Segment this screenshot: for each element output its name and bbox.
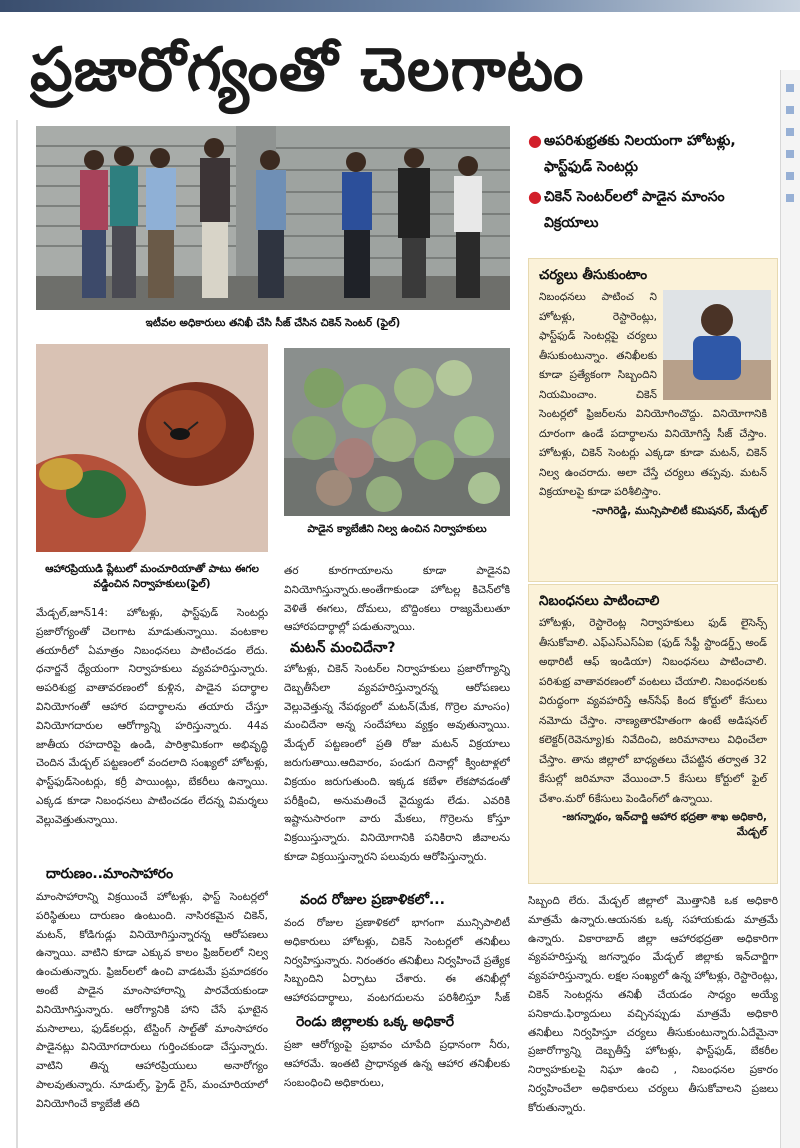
subheading-non-veg: దారుణం..మాంసాహారం	[46, 866, 174, 882]
bullet-dot-icon: ●	[528, 187, 542, 206]
article-column-2d: ప్రజా ఆరోగ్యంపై ప్రభావం చూపేది ప్రధానంగా నీరు, ఆహారమే. ఇంతటి ప్రాధాన్యత ఉన్న ఆహార తనిఖీలకు సంబంధించి అధికారులు,	[284, 1039, 510, 1089]
cabbage-photo	[284, 348, 510, 516]
officials-photo	[36, 126, 510, 310]
bullet-dot-icon: ●	[528, 131, 542, 150]
food-plate-photo	[36, 344, 268, 552]
page-margin-rule	[16, 120, 18, 1148]
adjacent-page-strip	[780, 70, 800, 1148]
commissioner-quote-box	[528, 258, 778, 582]
top-color-bar	[0, 0, 800, 12]
subheading-one-officer: రెండు జిల్లాలకు ఒక్క అధికారే	[296, 1014, 455, 1030]
article-column-2a: తర కూరగాయాలను కూడా పాడైనవి వినియోగిస్తున్నారు.అంతేగాకుండా హోటల్ల కిచెన్‌లోకి వెళితే ఈగలు, దోమలు, బొద్దింకలు రాజ్యమేలుతూ ఆహారపదార్థాల్లో పడుతున్నాయి.	[284, 565, 510, 634]
headline: ప్రజారోగ్యంతో చెలగాటం	[30, 35, 585, 105]
article-column-2b: హోటళ్లు, చికెన్ సెంటర్‌ల నిర్వాహకులు ప్రజారోగ్యాన్ని దెబ్బతీసేలా వ్యవహరిస్తున్నారన్న ఆరోపణలు వెల్లువెత్తున్న నేపథ్యంలో మటన్(మేక, గొర్రెల మాంసం) మంచిదేనా అన్న సందేహాలు వ్యక్తం అవుతున్నాయి. మేడ్చల్ పట్టణంలో ప్రతి రోజు మటన్ విక్రయాలు జరుగుతాయి.ఆదివారం, పండుగ దినాల్లో క్వింటాళ్లలో విక్రయం జరుగుతుంది. ఇక్కడ కబేళా లేకపోవడంతో పరీక్షించి, అనుమతించే వైద్యుడు లేడు. ఎవరికి ఇష్టానుసారంగా వారు మేకలు, గొర్రెలను కోస్తూ విక్రయిస్తున్నారు. వినియోగానికి పనికిరాని జీవాలను కూడా విక్రయిస్తున్నారని పలువురు ఆరోపిస్తున్నారు.	[284, 663, 510, 863]
box-signature: -జగన్నాథం, ఇన్‌చార్జి ఆహార భద్రతా శాఖ అధికారి, మేడ్చల్	[562, 811, 767, 838]
bullet-item: ● చికెన్ సెంటర్‌లలో పాడైన మాంసం విక్రయాలు	[528, 184, 778, 236]
food-plate-caption: ఆహారప్రియుడి ప్లేటులో మంచూరియాతో పాటు ఈగల వడ్డించిన నిర్వాహకులు(ఫైల్)	[45, 563, 259, 590]
box-text: హోటళ్లు, రెస్టారెంట్ల నిర్వాహకులు ఫుడ్ లైసెన్స్ తీసుకోవాలి. ఎఫ్ఎస్ఎస్ఏఐ (ఫుడ్ సేఫ్టీ స్టాండర్డ్స్ అండ్ అథారిటీ ఆఫ్ ఇండియా) నిబంధనలు పాటించాలి. పరిశుభ్ర వాతావరణంలో వంటలు చేయాలి. నిబంధనలకు విరుద్ధంగా వ్యవహరిస్తే ఆన్‌సేఫ్ కింద కోర్టులో కేసులు నమోదు చేస్తాం. నాణ్యతారహితంగా ఉంటే అడిషనల్ కలెక్టర్(రెవెన్యూ)కు నివేదించి, జరిమానాలు విధించేలా చేస్తాం. తాను జిల్లాలో బాధ్యతలు చేపట్టిన తర్వాత 32 కేసుల్లో జరిమానా వేయించా.5 కేసులు కోర్టులో ఫైల్ చేశాం.మరో 6కేసులు పెండింగ్‌లో ఉన్నాయి.	[539, 617, 767, 805]
article-column-2c: వంద రోజుల ప్రణాళికలో భాగంగా మున్సిపాలిటీ అధికారులు హోటళ్లు, చికెన్ సెంటర్లలో తనిఖీలు నిర్వహిస్తున్నారు. నిరంతరం తనిఖీలు నిర్వహించే ప్రత్యేక సిబ్బందిని ఏర్పాటు చేశారు. ఈ తనిఖీల్లో ఆహారపదార్థాలు, వంటగదులను పరిశీలిస్తూ సీజ్	[284, 917, 510, 1005]
subheading-100-days: వంద రోజుల ప్రణాళికలో...	[300, 892, 445, 908]
box-title: నిబంధనలు పాటించాలి	[539, 593, 660, 609]
official-quote-box	[528, 584, 778, 884]
article-column-1: మేడ్చల్,జూన్14: హోటళ్లు, ఫాస్ట్‌ఫుడ్ సెంటర్లు ప్రజారోగ్యంతో చెలగాట మాడుతున్నాయి. వంటకాల తయారీలో ఏమాత్రం నిబంధనలు పాటించడం లేదు. ధనార్జనే ధ్యేయంగా నిర్వాహకులు వ్యవహరిస్తున్నారు. అపరిశుభ్ర వాతావరణంలో కుళ్లిన, పాడైన పదార్థాల వినియోగంతో ఆహార పదార్థాలను తయారు చేస్తూ వినియోగదారుల ఆరోగ్యాన్ని హరిస్తున్నారు. 44వ జాతీయ రహదారిపై ఉండి, పారిశ్రామికంగా అభివృద్ధి చెందిన మేడ్చల్ పట్టణంలో వందలాది సంఖ్యలో హోటళ్లు, ఫాస్ట్‌ఫుడ్‌సెంటర్లు, కర్రీ పాయింట్లు, బేకరీలు ఉన్నాయి. ఎక్కడ కూడా నిబంధనలు పాటించడం లేదన్న విమర్శలు వెల్లువెత్తుతున్నాయి.	[36, 607, 268, 826]
box-text: నిబంధనలు పాటించ ని హోటళ్లు, రెస్టారెంట్లు, ఫాస్ట్‌ఫుడ్ సెంటర్లపై చర్యలు తీసుకుంటున్నాం. తనిఖీలకు కూడా ప్రత్యేకంగా సిబ్బందిని నియమించాం. చికెన్ సెంటర్లలో ఫ్రిజర్‌లను వినియోగించొద్దు. వినియోగానికి దూరంగా ఉండే పదార్థాలను వినియోగిస్తే సీజ్ చేస్తాం. హోటళ్లు, చికెన్ సెంటర్లు ఎక్కడా కూడా మటన్, చికెన్ నిల్వ ఉంచరాదు. అలా చేస్తే చర్యలు తప్పవు. మటన్ విక్రయాలపై కూడా పరిశీలిస్తాం.	[539, 291, 767, 498]
box-signature: -నాగిరెడ్డి, మున్సిపాలిటీ కమిషనర్, మేడ్చల్	[591, 504, 767, 517]
highlight-bullets	[528, 128, 778, 240]
box-title: చర్యలు తీసుకుంటాం	[539, 267, 648, 283]
article-column-1b: మాంసాహారాన్ని విక్రయించే హోటళ్లు, ఫాస్ట్ సెంటర్లలో పరిస్థితులు దారుణం ఉంటుంది. నాసిరకమైన చికెన్, మటన్, కోడిగుడ్లు వినియోగిస్తున్నారన్న ఆరోపణలు ఉన్నాయి. వాటిని కూడా ఎక్కువ కాలం ఫ్రిజర్‌లలో నిల్వ ఉంచుతున్నారు. ఫ్రిజర్‌లలో ఉంచి వాడటమే ప్రమాదకరం అంటే పాడైన మాంసాహారాన్ని పారవేయకుండా వినియోగిస్తున్నారు. ఆరోగ్యానికి హాని చేసే ఘాటైన మసాలాలు, ఫుడ్‌కలర్లు, టేస్టింగ్ సాల్ట్‌తో మాంసాహారం పాడైనట్లు వినియోగదారులు గుర్తించకుండా చేస్తున్నారు. వాటిని తిన్న ఆహారప్రియులు అనారోగ్యం పాలవుతున్నారు. నూడుల్స్, ఫ్రైడ్ రైస్, మంచూరియాలో వినియోగించే క్యాబేజీ తది	[36, 891, 268, 1110]
article-column-3: సిబ్బంది లేరు. మేడ్చల్ జిల్లాలో మొత్తానికి ఒక అధికారి మాత్రమే ఉన్నారు.ఆయనకు ఒక్క సహాయకుడు మాత్రమే ఉన్నారు. వికారాబాద్ జిల్లా ఆహారభద్రతా అధికారిగా వ్యవహరిస్తున్న జగన్నాథం మేడ్చల్ జిల్లాకు ఇన్‌చార్జిగా వ్యవహరిస్తున్నారు. లక్షల సంఖ్యలో ఉన్న హోటళ్లు, రెస్టారెంట్లు, చికెన్ సెంటర్లను తనిఖీ చేయడం సాధ్యం అయ్యే పనికాదు.ఫిర్యాదులు వచ్చినప్పుడు మాత్రమే అధికారి తనిఖీలు నిర్వహిస్తూ చర్యలు తీసుకుంటున్నారు.ఏదేమైనా ప్రజారోగ్యాన్ని దెబ్బతీస్తే హోటళ్లు, ఫాస్ట్‌ఫుడ్, బేకరీల నిర్వాహకులపై నిఘా ఉంచి , నిబంధనల ప్రకారం నిర్వహించేలా అధికారులు చర్యలు తీసుకోవాలని ప్రజలు కోరుతున్నారు.	[528, 895, 778, 1114]
cabbage-photo-caption: పాడైన క్యాబేజీని నిల్వ ఉంచిన నిర్వాహకులు	[307, 523, 487, 535]
subheading-mutton: మటన్ మంచిదేనా?	[290, 640, 396, 656]
commissioner-photo	[663, 290, 771, 400]
bullet-item: ● అపరిశుభ్రతకు నిలయంగా హోటళ్లు, ఫాస్ట్‌ఫుడ్ సెంటర్లు	[528, 128, 778, 180]
officials-photo-caption: ఇటీవల అధికారులు తనిఖీ చేసి సీజ్ చేసిన చికెన్ సెంటర్ (ఫైల్)	[145, 317, 401, 329]
